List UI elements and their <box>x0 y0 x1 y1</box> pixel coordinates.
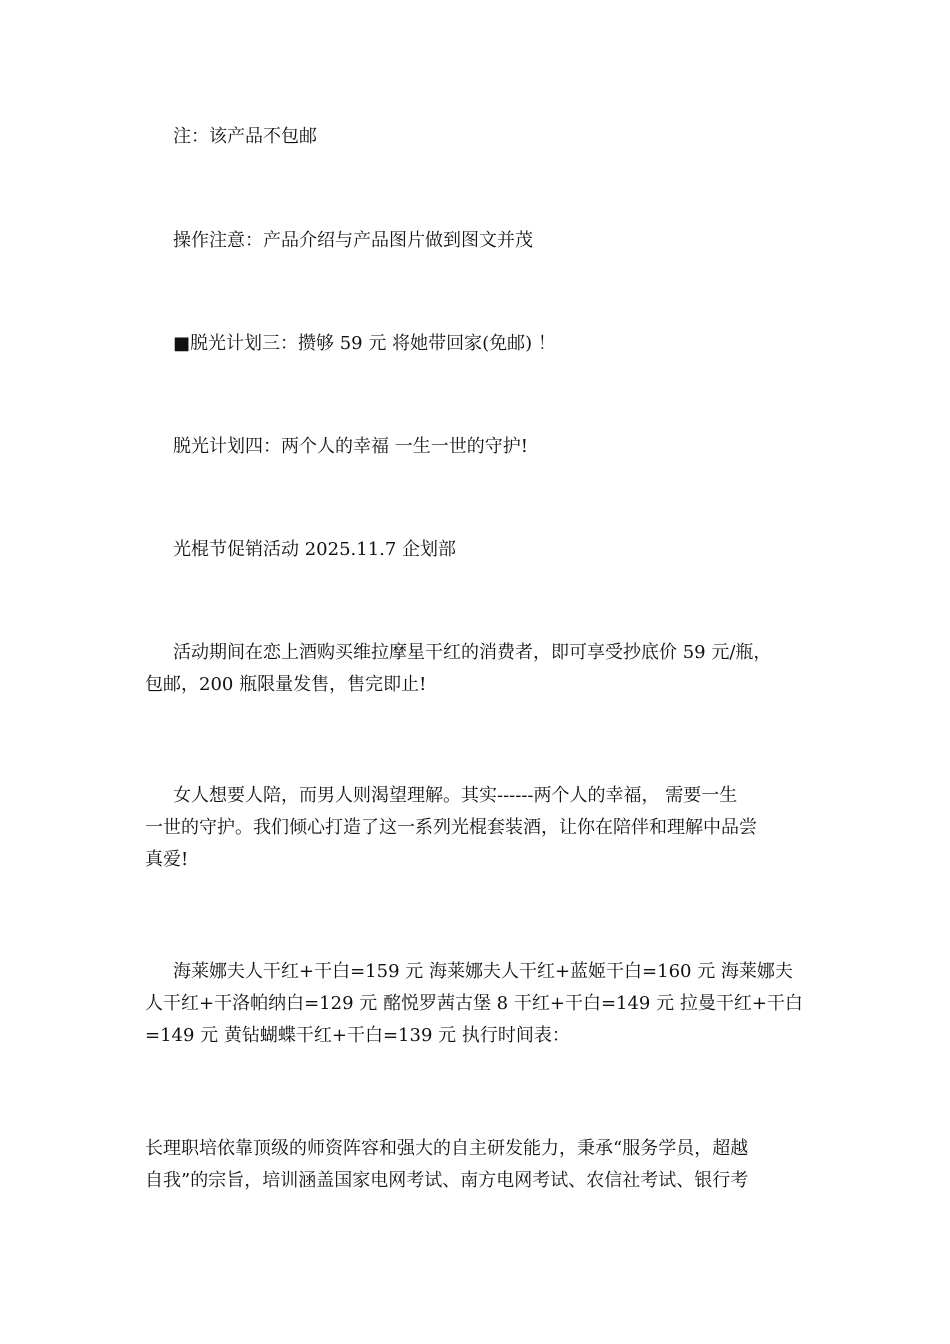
activity-paragraph <box>145 637 810 701</box>
training-line-1: 长理职培依靠顶级的师资阵容和强大的自主研发能力，秉承“服务学员，超越 <box>145 1138 749 1159</box>
training-paragraph <box>145 1133 810 1197</box>
event-line: 光棍节促销活动 2025.11.7 企划部 <box>173 539 457 560</box>
prices-line-1: 海莱娜夫人干红+干白=159 元 海莱娜夫人干红+蓝姬干白=160 元 海莱娜夫 <box>173 961 793 982</box>
women-paragraph <box>145 780 810 876</box>
operation-note: 操作注意：产品介绍与产品图片做到图文并茂 <box>173 230 533 251</box>
plan-three-heading: ■脱光计划三：攒够 59 元 将她带回家(免邮) ！ <box>173 333 556 354</box>
activity-line-1: 活动期间在恋上酒购买维拉摩星干红的消费者，即可享受抄底价 59 元/瓶， <box>173 642 772 663</box>
prices-line-3: =149 元 黄钻蝴蝶干红+干白=139 元 执行时间表： <box>145 1025 570 1046</box>
training-line-2: 自我”的宗旨，培训涵盖国家电网考试、南方电网考试、农信社考试、银行考 <box>145 1170 749 1191</box>
plan-four-heading: 脱光计划四：两个人的幸福 一生一世的守护! <box>173 436 528 457</box>
prices-line-2: 人干红+干洛帕纳白=129 元 酩悦罗茜古堡 8 干红+干白=149 元 拉曼干红+干白 <box>145 993 803 1014</box>
women-line-3: 真爱! <box>145 849 189 870</box>
activity-line-2: 包邮，200 瓶限量发售，售完即止! <box>145 674 427 695</box>
prices-paragraph <box>145 956 810 1052</box>
women-line-2: 一世的守护。我们倾心打造了这一系列光棍套装酒，让你在陪伴和理解中品尝 <box>145 817 757 838</box>
women-line-1: 女人想要人陪，而男人则渴望理解。其实------两个人的幸福， 需要一生 <box>173 785 738 806</box>
shipping-note: 注：该产品不包邮 <box>173 126 317 147</box>
